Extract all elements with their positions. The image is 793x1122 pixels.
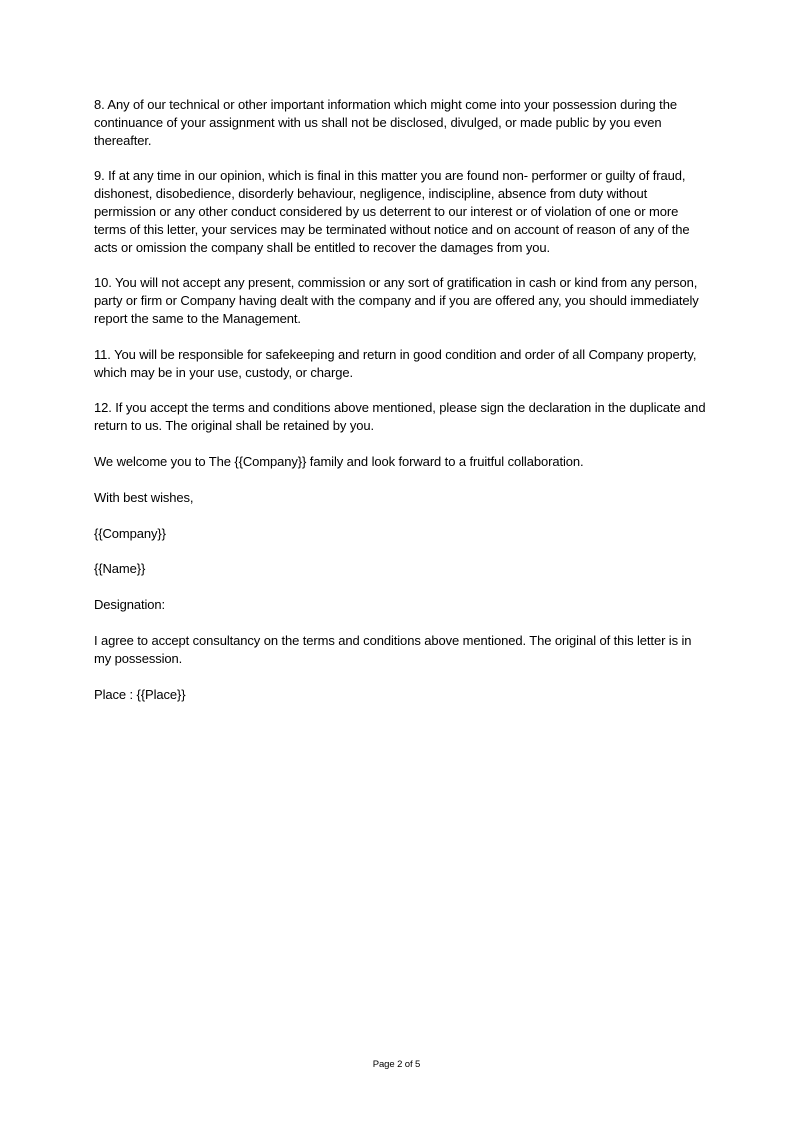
- designation-label: Designation:: [94, 597, 166, 613]
- clause-12: 12. If you accept the terms and conditions above mentioned, please sign the declaration in the duplicate and return to us. The original shall be retained by you.: [94, 400, 706, 434]
- place-line: Place : {{Place}}: [94, 686, 186, 702]
- page-footer: [0, 1058, 793, 1072]
- clause-10: 10. You will not accept any present, commission or any sort of gratification in cash or kind from any person, party or firm or Company having dealt with the company and if you are offered any, you should immediately report the same to the Management.: [94, 275, 699, 326]
- name-placeholder: {{Name}}: [94, 561, 146, 577]
- closing-wishes: With best wishes,: [94, 489, 194, 505]
- clause-9: 9. If at any time in our opinion, which is final in this matter you are found non- performer or guilty of fraud, dishonest, disobedience, disorderly behaviour, negligence, indiscipline, absence from duty without permission or any other conduct considered by us deterrent to our interest or of violation of one or more terms of this letter, your services may be terminated without notice and on account of reason of any of the acts or omission the company shall be entitled to recover the damages from you.: [94, 168, 690, 255]
- welcome-line: We welcome you to The {{Company}} family and look forward to a fruitful collaboration.: [94, 453, 584, 469]
- acceptance-declaration: I agree to accept consultancy on the terms and conditions above mentioned. The original of this letter is in my possession.: [94, 632, 692, 666]
- letter-body: [94, 96, 708, 721]
- company-placeholder: {{Company}}: [94, 525, 166, 541]
- clause-11: 11. You will be responsible for safekeeping and return in good condition and order of all Company property, which may be in your use, custody, or charge.: [94, 346, 697, 380]
- clause-8: 8. Any of our technical or other important information which might come into your possession during the continuance of your assignment with us shall not be disclosed, divulged, or made public by you even thereafter.: [94, 97, 677, 148]
- page-number: Page 2 of 5: [372, 1059, 421, 1070]
